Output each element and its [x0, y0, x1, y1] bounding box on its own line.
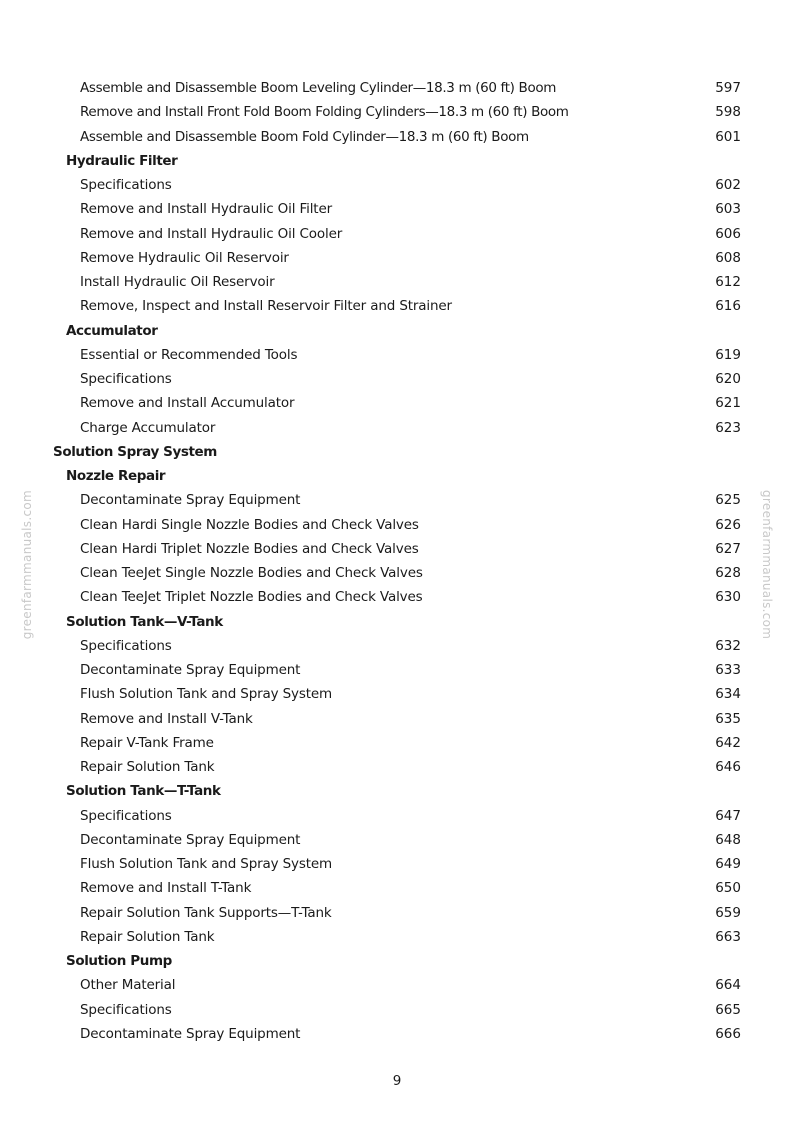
toc-section-heading: [0, 949, 794, 973]
toc-entry-page: 665: [715, 1001, 741, 1018]
toc-entry-title: Specifications: [80, 637, 172, 654]
toc-entry[interactable]: [0, 852, 794, 876]
toc-entry-title: Flush Solution Tank and Spray System: [80, 856, 333, 872]
toc-entry[interactable]: [0, 561, 794, 585]
toc-entry-title: Decontaminate Spray Equipment: [80, 1025, 301, 1042]
toc-entry[interactable]: [0, 367, 794, 391]
toc-entry-page: 598: [715, 104, 741, 121]
watermark-right: greenfarmmanuals.com: [760, 490, 774, 640]
toc-entry-page: 626: [715, 516, 741, 533]
toc-section-heading: [0, 610, 794, 634]
toc-entry-title: Decontaminate Spray Equipment: [80, 662, 301, 678]
toc-entry-title: Assemble and Disassemble Boom Leveling Cylinder—18.3 m (60 ft) Boom: [80, 80, 557, 96]
toc-entry[interactable]: [0, 488, 794, 512]
toc-entry-title: Specifications: [80, 177, 172, 193]
toc-entry[interactable]: [0, 804, 794, 828]
toc-entry-page: 620: [715, 371, 741, 387]
toc-entry-page: 632: [715, 637, 741, 654]
toc-entry-title: Accumulator: [66, 322, 158, 339]
toc-entry[interactable]: [0, 222, 794, 246]
toc-entry-title: Decontaminate Spray Equipment: [80, 831, 301, 848]
toc-entry-page: 650: [715, 880, 741, 897]
toc-entry-title: Clean Hardi Single Nozzle Bodies and Check Valves: [80, 516, 419, 533]
toc-entry-title: Remove Hydraulic Oil Reservoir: [80, 249, 289, 266]
toc-entry-page: 642: [715, 734, 741, 751]
toc-entry[interactable]: [0, 973, 794, 997]
toc-entry-title: Remove and Install Hydraulic Oil Cooler: [80, 225, 343, 242]
toc-entry[interactable]: [0, 513, 794, 537]
toc-section-heading: [0, 149, 794, 173]
toc-entry-page: 630: [715, 589, 741, 606]
toc-entry-page: 659: [715, 904, 741, 921]
toc-entry[interactable]: [0, 343, 794, 367]
toc-entry-page: 603: [715, 201, 741, 218]
toc-entry-title: Repair Solution Tank: [80, 759, 215, 775]
toc-entry-title: Remove, Inspect and Install Reservoir Filter and Strainer: [80, 298, 452, 315]
toc-entry-page: 612: [715, 274, 741, 290]
toc-entry-page: 602: [715, 177, 741, 193]
toc-entry-page: 664: [715, 977, 741, 994]
toc-entry-page: 619: [715, 346, 741, 363]
toc-entry-title: Solution Spray System: [53, 443, 217, 460]
toc-entry-title: Remove and Install Hydraulic Oil Filter: [80, 201, 333, 218]
toc-entry[interactable]: [0, 585, 794, 609]
toc-entry-page: 627: [715, 540, 741, 557]
toc-entry[interactable]: [0, 100, 794, 124]
toc-entry[interactable]: [0, 925, 794, 949]
toc-entry[interactable]: [0, 294, 794, 318]
toc-entry-title: Charge Accumulator: [80, 419, 216, 436]
toc-entry[interactable]: [0, 876, 794, 900]
toc-entry[interactable]: [0, 755, 794, 779]
toc-entry-title: Clean Hardi Triplet Nozzle Bodies and Check Valves: [80, 540, 419, 557]
toc-entry-page: 649: [715, 856, 741, 872]
toc-entry-title: Solution Tank—V-Tank: [66, 613, 223, 630]
page-number: 9: [392, 1073, 402, 1089]
toc-entry-page: 597: [715, 80, 741, 96]
toc-entry-page: 635: [715, 710, 741, 727]
toc-entry[interactable]: [0, 391, 794, 415]
toc-entry-page: 634: [715, 686, 741, 703]
toc-entry[interactable]: [0, 658, 794, 682]
toc-entry-title: Remove and Install Front Fold Boom Folding Cylinders—18.3 m (60 ft) Boom: [80, 104, 569, 121]
toc-entry[interactable]: [0, 416, 794, 440]
toc-entry-page: 633: [715, 662, 741, 678]
toc-entry-title: Clean TeeJet Single Nozzle Bodies and Check Valves: [80, 565, 423, 581]
toc-entry-title: Remove and Install T-Tank: [80, 880, 252, 897]
toc-entry[interactable]: [0, 828, 794, 852]
toc-entry-page: 646: [715, 759, 741, 775]
toc-entry-title: Nozzle Repair: [66, 468, 166, 484]
toc-entry[interactable]: [0, 125, 794, 149]
toc-entry-page: 647: [715, 807, 741, 824]
toc-entry[interactable]: [0, 1022, 794, 1046]
toc-entry-title: Flush Solution Tank and Spray System: [80, 686, 333, 703]
toc-entry-title: Solution Tank—T-Tank: [66, 783, 221, 800]
toc-entry[interactable]: [0, 537, 794, 561]
toc-entry[interactable]: [0, 197, 794, 221]
toc-entry[interactable]: [0, 998, 794, 1022]
toc-entry-title: Clean TeeJet Triplet Nozzle Bodies and Check Valves: [80, 589, 423, 606]
toc-entry-page: 666: [715, 1025, 741, 1042]
toc-entry[interactable]: [0, 634, 794, 658]
toc-entry-title: Remove and Install V-Tank: [80, 710, 253, 727]
table-of-contents: [0, 76, 794, 1046]
toc-entry-title: Remove and Install Accumulator: [80, 395, 295, 412]
toc-entry-page: 628: [715, 565, 741, 581]
toc-entry-title: Install Hydraulic Oil Reservoir: [80, 274, 275, 290]
toc-section-heading: [0, 464, 794, 488]
toc-entry-title: Essential or Recommended Tools: [80, 346, 298, 363]
toc-entry-page: 625: [715, 492, 741, 509]
toc-entry-title: Decontaminate Spray Equipment: [80, 492, 301, 509]
toc-entry-page: 663: [715, 928, 741, 945]
watermark-left: greenfarmmanuals.com: [20, 490, 34, 640]
toc-entry-page: 648: [715, 831, 741, 848]
toc-entry-page: 616: [715, 298, 741, 315]
toc-entry-title: Other Material: [80, 977, 176, 994]
toc-entry-title: Repair V-Tank Frame: [80, 734, 214, 751]
toc-entry[interactable]: [0, 173, 794, 197]
toc-entry-title: Solution Pump: [66, 953, 172, 969]
toc-entry-title: Specifications: [80, 371, 172, 387]
toc-entry[interactable]: [0, 707, 794, 731]
toc-entry-title: Repair Solution Tank Supports—T-Tank: [80, 904, 332, 921]
toc-entry[interactable]: [0, 246, 794, 270]
toc-section-heading: [0, 779, 794, 803]
toc-entry-title: Hydraulic Filter: [66, 152, 178, 169]
toc-entry[interactable]: [0, 270, 794, 294]
toc-entry-page: 621: [715, 395, 741, 412]
toc-entry[interactable]: [0, 901, 794, 925]
toc-section-heading: [0, 319, 794, 343]
toc-entry[interactable]: [0, 682, 794, 706]
toc-entry[interactable]: [0, 76, 794, 100]
toc-section-heading: [0, 440, 794, 464]
toc-entry[interactable]: [0, 731, 794, 755]
toc-entry-page: 606: [715, 225, 741, 242]
toc-entry-title: Assemble and Disassemble Boom Fold Cylinder—18.3 m (60 ft) Boom: [80, 128, 529, 145]
toc-entry-page: 623: [715, 419, 741, 436]
toc-entry-title: Repair Solution Tank: [80, 928, 215, 945]
toc-entry-title: Specifications: [80, 807, 172, 824]
toc-entry-page: 608: [715, 249, 741, 266]
toc-entry-title: Specifications: [80, 1001, 172, 1018]
toc-entry-page: 601: [715, 128, 741, 145]
